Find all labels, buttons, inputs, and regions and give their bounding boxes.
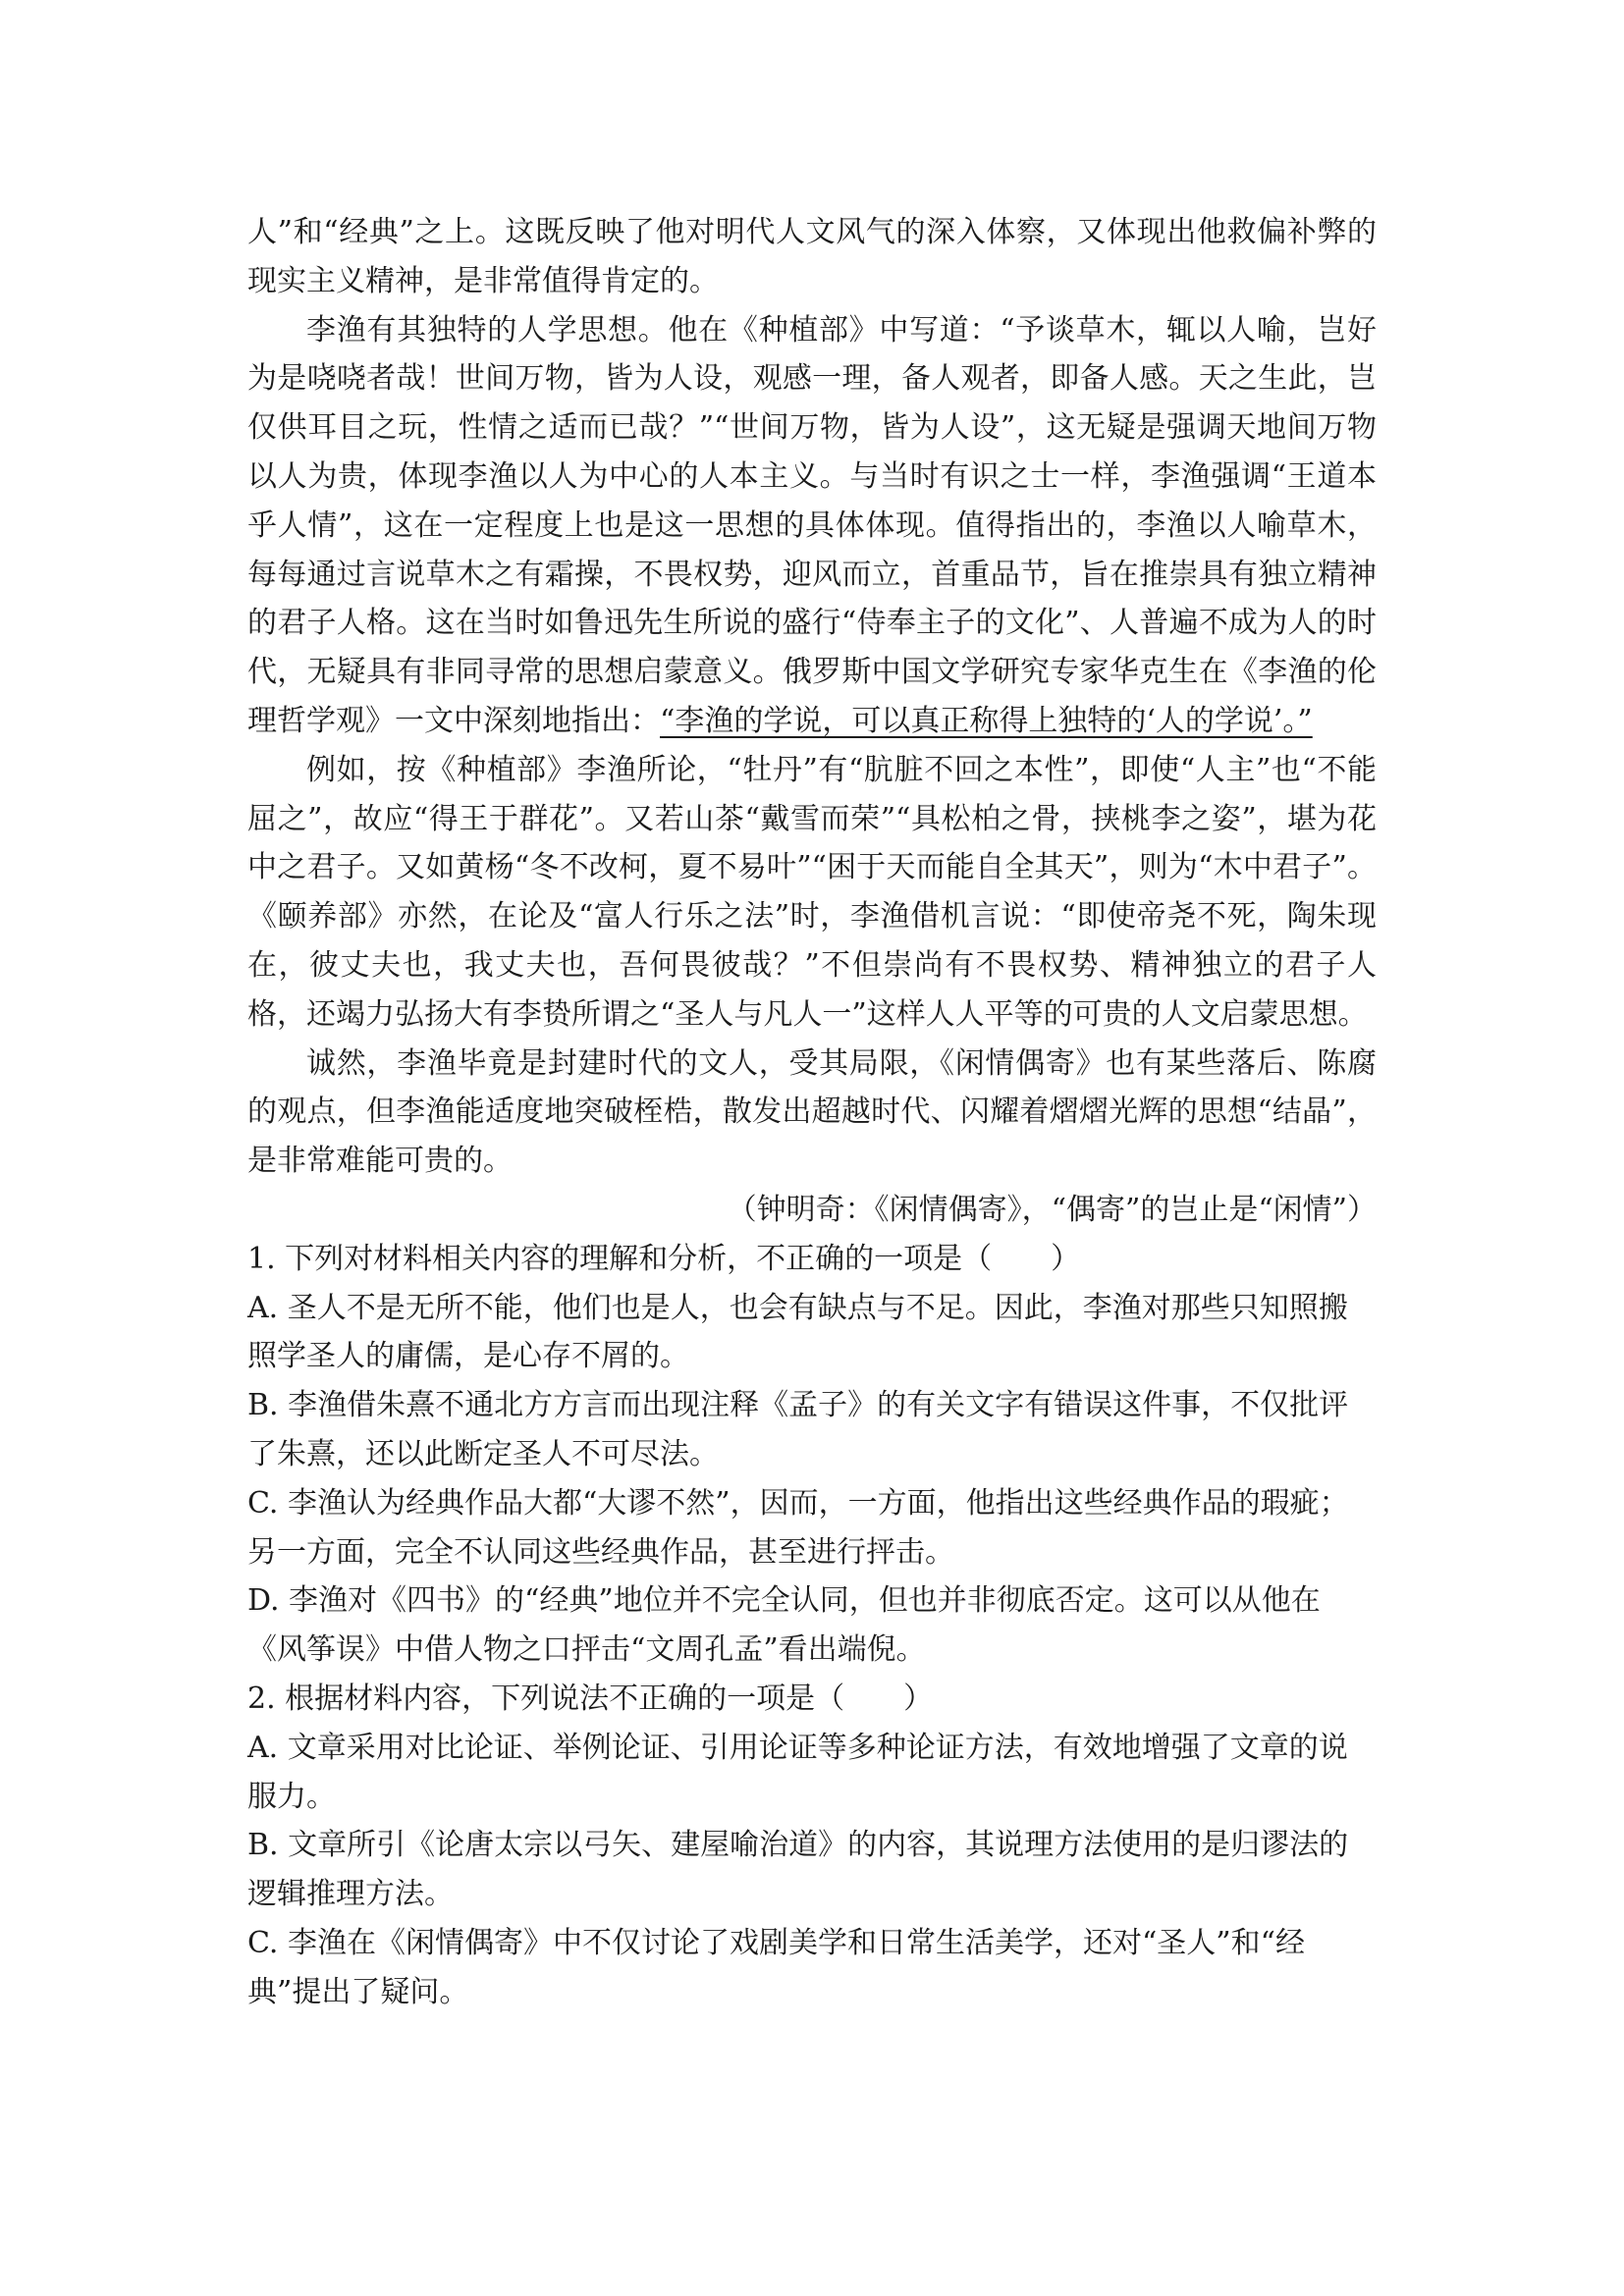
question-2: [247, 1675, 1377, 2017]
question-stem: 2. 根据材料内容，下列说法不正确的一项是（ ）: [247, 1681, 934, 1716]
question-option: C. 李渔认为经典作品大都“大谬不然”，因而，一方面，他指出这些经典作品的瑕疵；另一方面，完全不认同这些经典作品，甚至进行抨击。: [247, 1485, 1349, 1570]
question-option: B. 文章所引《论唐太宗以弓矢、建屋喻治道》的内容，其说理方法使用的是归谬法的逻辑推理方法。: [247, 1828, 1349, 1912]
underlined-quote: “李渔的学说，可以真正称得上独特的‘人的学说’。”: [660, 703, 1313, 738]
question-option: B. 李渔借朱熹不通北方方言而出现注释《孟子》的有关文字有错误这件事，不仅批评了朱熹，还以此断定圣人不可尽法。: [247, 1388, 1349, 1471]
question-option: A. 文章采用对比论证、举例论证、引用论证等多种论证方法，有效地增强了文章的说服力。: [247, 1730, 1348, 1814]
question-option: C. 李渔在《闲情偶寄》中不仅讨论了戏剧美学和日常生活美学，还对“圣人”和“经典”提出了疑问。: [247, 1925, 1305, 2009]
question-stem: 1. 下列对材料相关内容的理解和分析，不正确的一项是（ ）: [247, 1241, 1081, 1276]
paragraph-examples: 例如，按《种植部》李渔所论，“牡丹”有“肮脏不回之本性”，即使“人主”也“不能屈之”，故应“得王于群花”。又若山茶“戴雪而荣”“具松柏之骨，挟桃李之姿”，堪为花中之君子。又如黄杨“冬不改柯，夏不易叶”“困于天而能自全其天”，则为“木中君子”。《颐养部》亦然，在论及“富人行乐之法”时，李渔借机言说：“即使帝尧不死，陶朱现在，彼丈夫也，我丈夫也，吾何畏彼哉？”不但崇尚有不畏权势、精神独立的君子人格，还竭力弘扬大有李贽所谓之“圣人与凡人一”这样人人平等的可贵的人文启蒙思想。: [247, 752, 1377, 1032]
paragraph-humanism: [247, 306, 1377, 746]
question-1: [247, 1235, 1377, 1675]
paragraph-humanism-text: 李渔有其独特的人学思想。他在《种植部》中写道：“予谈草木，辄以人喻，岂好为是哓哓者哉！世间万物，皆为人设，观感一理，备人观者，即备人感。天之生此，岂仅供耳目之玩，性情之适而已哉？”“世间万物，皆为人设”，这无疑是强调天地间万物以人为贵，体现李渔以人为中心的人本主义。与当时有识之士一样，李渔强调“王道本乎人情”，这在一定程度上也是这一思想的具体体现。值得指出的，李渔以人喻草木，每每通过言说草木之有霜操，不畏权势，迎风而立，首重品节，旨在推崇具有独立精神的君子人格。这在当时如鲁迅先生所说的盛行“侍奉主子的文化”、人普遍不成为人的时代，无疑具有非同寻常的思想启蒙意义。俄罗斯中国文学研究专家华克生在《李渔的伦理哲学观》一文中深刻地指出：: [247, 312, 1377, 738]
paragraph-continuation: 人”和“经典”之上。这既反映了他对明代人文风气的深入体察，又体现出他救偏补弊的现实主义精神，是非常值得肯定的。: [247, 215, 1377, 298]
paragraph-conclusion: 诚然，李渔毕竟是封建时代的文人，受其局限，《闲情偶寄》也有某些落后、陈腐的观点，但李渔能适度地突破桎梏，散发出超越时代、闪耀着熠熠光辉的思想“结晶”，是非常难能可贵的。: [247, 1045, 1377, 1179]
question-option: D. 李渔对《四书》的“经典”地位并不完全认同，但也并非彻底否定。这可以从他在《风筝误》中借人物之口抨击“文周孔孟”看出端倪。: [247, 1583, 1321, 1668]
source-citation: （钟明奇：《闲情偶寄》，“偶寄”的岂止是“闲情”）: [727, 1192, 1377, 1227]
question-option: A. 圣人不是无所不能，他们也是人，也会有缺点与不足。因此，李渔对那些只知照搬照学圣人的庸儒，是心存不屑的。: [247, 1290, 1348, 1374]
